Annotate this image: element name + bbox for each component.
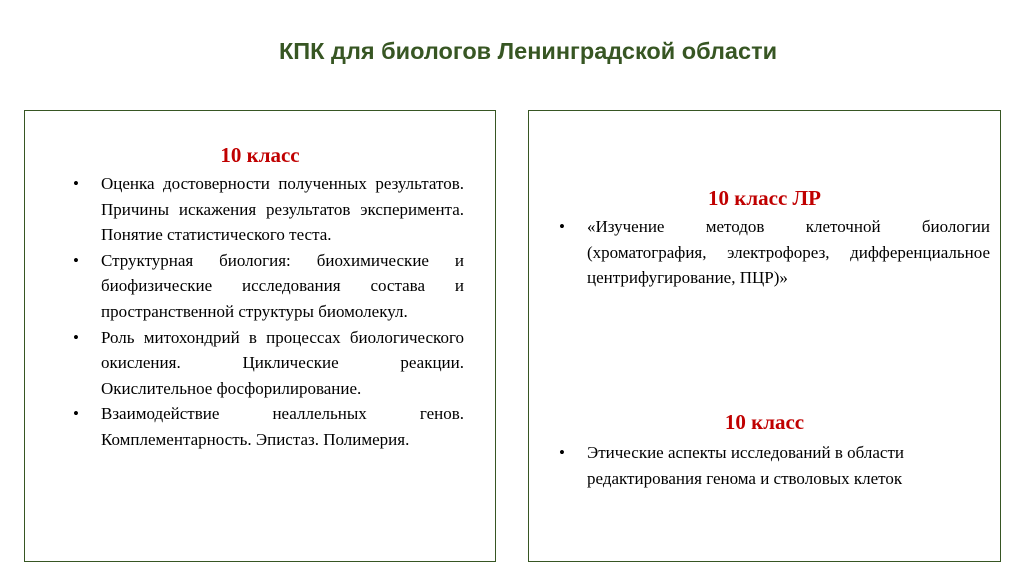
list-item: • Взаимодействие неаллельных генов. Комплементарность. Эпистаз. Полимерия. (73, 401, 464, 452)
list-item: • Оценка достоверности полученных результатов. Причины искажения результатов эксперимента. Понятие статистического теста. (73, 171, 464, 248)
bullet-icon: • (559, 217, 565, 236)
right-panel (528, 110, 1001, 562)
list-item: • Структурная биология: биохимические и биофизические исследования состава и пространственной структуры биомолекул. (73, 248, 464, 325)
left-panel-list (73, 171, 464, 453)
right-panel-list-lab (559, 214, 990, 291)
right-panel-list-ethics (559, 440, 990, 491)
right-panel-heading-lab: 10 класс ЛР (708, 186, 821, 210)
list-item: • Этические аспекты исследований в области редактирования генома и стволовых клеток (559, 440, 990, 491)
list-item: • Роль митохондрий в процессах биологического окисления. Циклические реакции. Окислительное фосфорилирование. (73, 325, 464, 402)
bullet-icon: • (73, 404, 79, 424)
bullet-icon: • (73, 174, 79, 193)
bullet-icon: • (73, 250, 79, 270)
slide-title: КПК для биологов Ленинградской области (278, 38, 778, 64)
left-panel-heading: 10 класс (220, 143, 300, 167)
left-panel (24, 110, 496, 562)
list-item: • «Изучение методов клеточной биологии (хроматография, электрофорез, дифференциальное центрифугирование, ПЦР)» (559, 214, 990, 291)
bullet-icon: • (73, 327, 79, 347)
bullet-icon: • (559, 443, 565, 462)
right-panel-heading-ethics: 10 класс (724, 410, 805, 434)
